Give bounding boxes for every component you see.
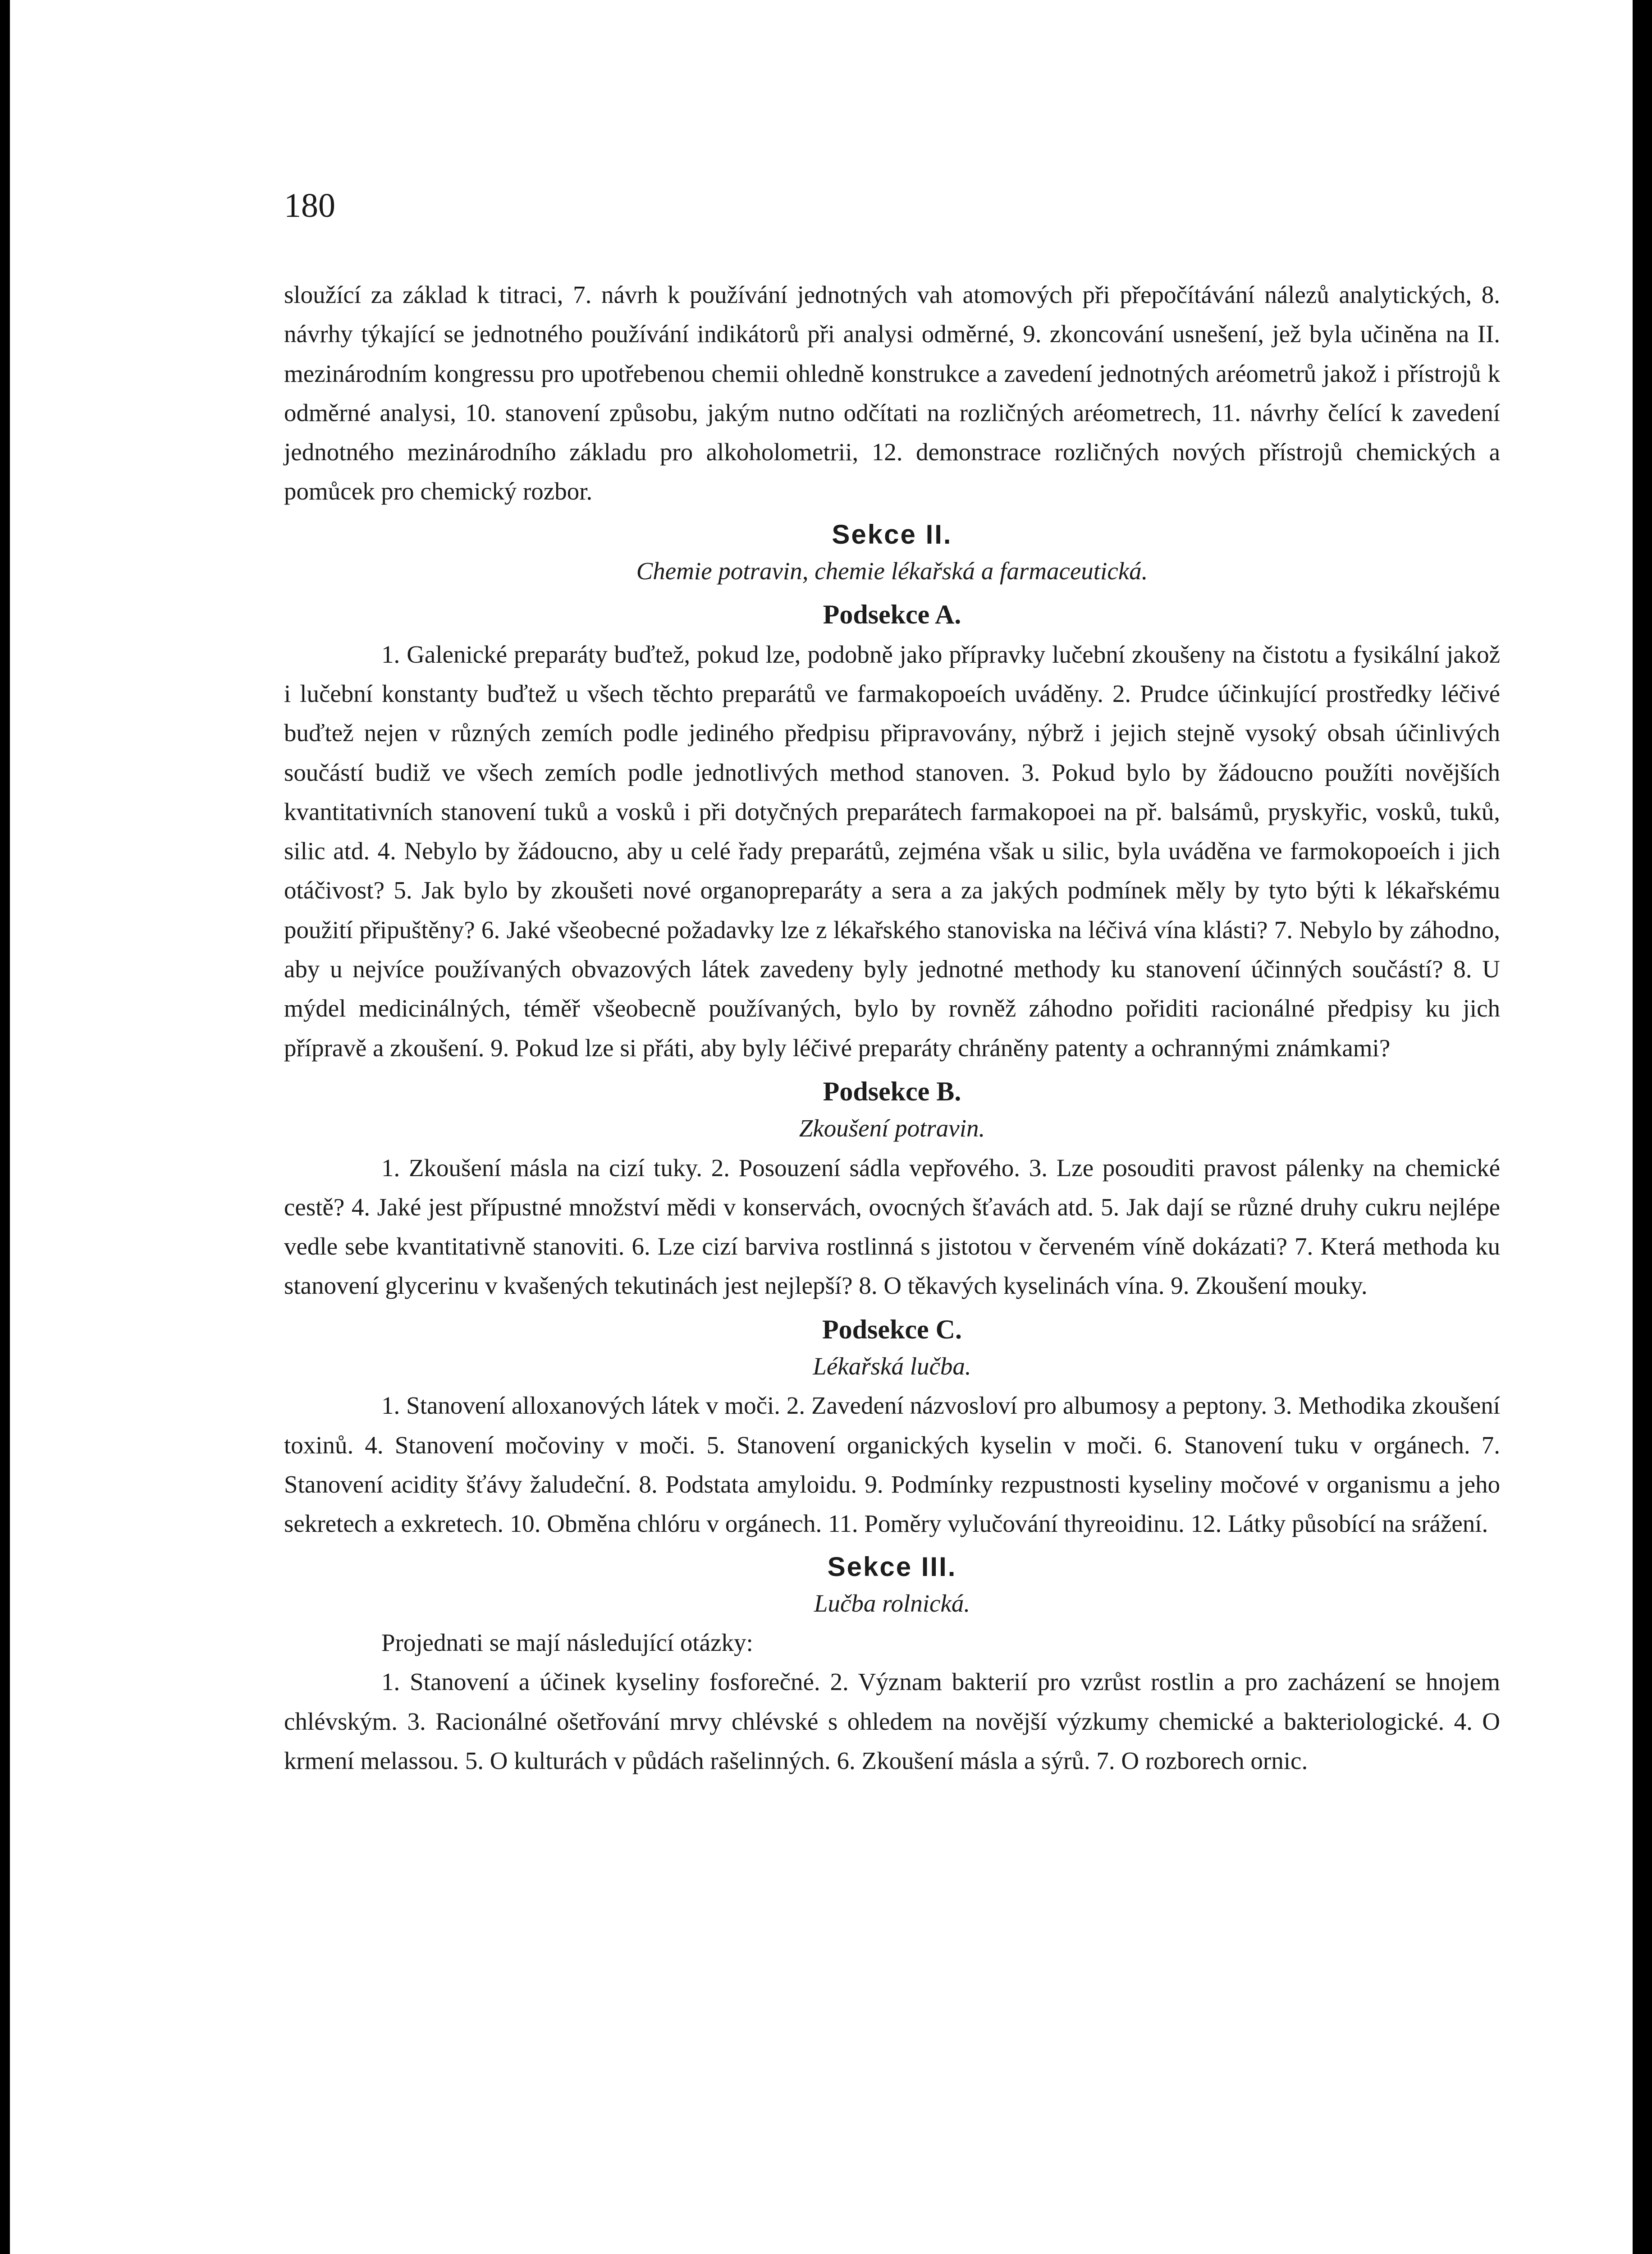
paragraph-section1-end: sloužící za základ k titraci, 7. návrh k používání jednotných vah atomových při přepočítávání nálezů analytických, 8. návrhy týkající se jednotného používání indikátorů při analysi odměrné, 9. zkoncování usnešení, jež byla učiněna na II. mezinárodním kongressu pro upotřebenou chemii ohledně konstrukce a zavedení jednotných aréometrů jakož i přístrojů k odměrné analysi, 10. stanovení způsobu, jakým nutno odčítati na rozličných aréometrech, 11. návrhy čelící k zavedení jednotného mezinárodního základu pro alkoholometrii, 12. demonstrace rozličných nových přístrojů chemických a pomůcek pro chemický rozbor. xyxy=(284,281,1500,505)
subsection-subtitle-b: Zkoušení potravin. xyxy=(799,1114,985,1142)
paragraph-subsection-b: 1. Zkoušení másla na cizí tuky. 2. Posouzení sádla vepřového. 3. Lze posouditi pravost pálenky na chemické cestě? 4. Jaké jest přípustné množství mědi v konservách, ovocných šťavách atd. 5. Jak dají se různé druhy cukru nejlépe vedle sebe kvantitativně stanoviti. 6. Lze cizí barviva rostlinná s jistotou v červeném víně dokázati? 7. Která methoda ku stanovení glycerinu v kvašených tekutinách jest nejlepší? 8. O těkavých kyselinách vína. 9. Zkoušení mouky. xyxy=(284,1154,1500,1300)
section-heading-iii: Sekce III. xyxy=(827,1551,957,1582)
section-heading-ii: Sekce II. xyxy=(832,519,952,550)
page-number: 180 xyxy=(284,187,335,224)
page-body xyxy=(284,275,1500,1780)
paragraph-intro-iii: Projednati se mají následující otázky: xyxy=(381,1629,753,1657)
subsection-heading-b: Podsekce B. xyxy=(823,1076,961,1106)
subsection-subtitle-c: Lékařská lučba. xyxy=(813,1352,971,1380)
section-subtitle-iii: Lučba rolnická. xyxy=(814,1589,970,1617)
document-page xyxy=(10,0,1633,2254)
paragraph-subsection-c: 1. Stanovení alloxanových látek v moči. 2. Zavedení názvosloví pro albumosy a peptony. 3. Methodika zkoušení toxinů. 4. Stanovení močoviny v moči. 5. Stanovení organických kyselin v moči. 6. Stanovení tuku v orgánech. 7. Stanovení acidity šťávy žaludeční. 8. Podstata amyloidu. 9. Podmínky rezpustnosti kyseliny močové v organismu a jeho sekretech a exkretech. 10. Obměna chlóru v orgánech. 11. Poměry vylučování thyreoidinu. 12. Látky působící na srážení. xyxy=(284,1392,1500,1538)
paragraph-subsection-a: 1. Galenické preparáty buďtež, pokud lze, podobně jako přípravky lučební zkoušeny na čistotu a fysikální jakož i lučební konstanty buďtež u všech těchto preparátů ve farmakopoeích uváděny. 2. Prudce účinkující prostředky léčivé buďtež nejen v různých zemích podle jediného předpisu připravovány, nýbrž i jejich stejně vysoký obsah účinlivých součástí budiž ve všech zemích podle jednotlivých method stanoven. 3. Pokud bylo by žádoucno použíti novějších kvantitativních stanovení tuků a vosků i při dotyčných preparátech farmakopoei na př. balsámů, pryskyřic, vosků, tuků, silic atd. 4. Nebylo by žádoucno, aby u celé řady preparátů, zejména však u silic, byla uváděna ve farmokopoeích i jich otáčivost? 5. Jak bylo by zkoušeti nové organopreparáty a sera a za jakých podmínek měly by tyto býti k lékařskému použití připuštěny? 6. Jaké všeobecné požadavky lze z lékařského stanoviska na léčivá vína klásti? 7. Nebylo by záhodno, aby u nejvíce používaných obvazových látek zavedeny byly jednotné methody ku stanovení účinných součástí? 8. U mýdel medicinálných, téměř všeobecně používaných, bylo by rovněž záhodno pořiditi racionálné předpisy ku jich přípravě a zkoušení. 9. Pokud lze si přáti, aby byly léčivé preparáty chráněny patenty a ochrannými známkami? xyxy=(284,640,1500,1062)
section-subtitle-ii: Chemie potravin, chemie lékařská a farmaceutická. xyxy=(636,557,1148,585)
subsection-heading-c: Podsekce C. xyxy=(822,1314,962,1344)
subsection-heading-a: Podsekce A. xyxy=(823,600,961,630)
paragraph-section-iii: 1. Stanovení a účinek kyseliny fosforečné. 2. Význam bakterií pro vzrůst rostlin a pro zacházení se hnojem chlévským. 3. Racionálné ošetřování mrvy chlévské s ohledem na novější výzkumy chemické a bakteriologické. 4. O krmení melassou. 5. O kulturách v půdách rašelinných. 6. Zkoušení másla a sýrů. 7. O rozborech ornic. xyxy=(284,1668,1500,1774)
